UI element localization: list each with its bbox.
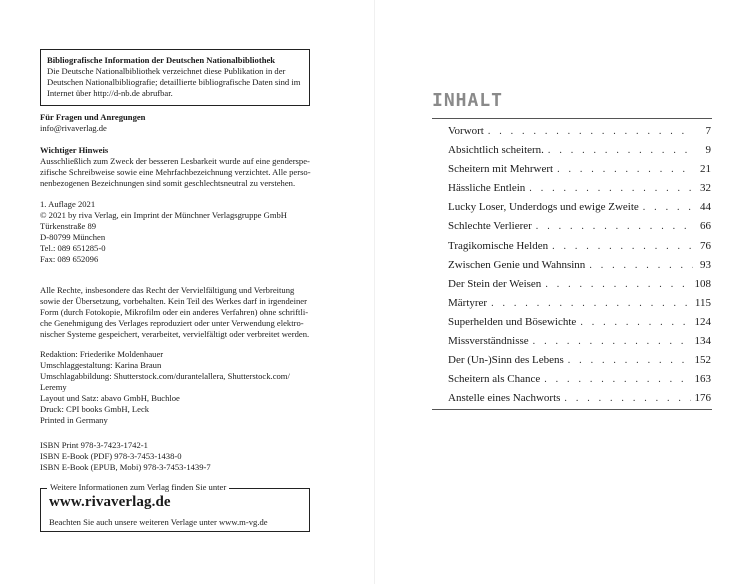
bibliographic-info-line: Internet über http://d-nb.de abrufbar. <box>47 88 173 98</box>
contents-entry-title: Scheitern mit Mehrwert <box>448 163 554 176</box>
contents-entry[interactable] <box>448 122 711 141</box>
credits-line: Redaktion: Friederike Moldenhauer <box>40 349 164 359</box>
questions-heading: Für Fragen und Anregungen <box>40 112 146 122</box>
contents-entry-page-number: 76 <box>700 239 711 252</box>
contents-heading: INHALT <box>432 90 504 111</box>
contents-entry[interactable] <box>448 275 711 294</box>
publisher-line: Türkenstraße 89 <box>40 221 97 231</box>
contents-bottom-rule <box>432 409 712 410</box>
isbn-line: ISBN Print 978-3-7423-1742-1 <box>40 440 148 450</box>
contents-entry-page-number: 21 <box>700 163 711 176</box>
publisher-line: Tel.: 089 651285-0 <box>40 243 106 253</box>
contents-entry-page-number: 66 <box>700 220 711 233</box>
contents-entry-page-number: 32 <box>700 182 711 195</box>
contents-entry-leader-dots <box>529 179 693 198</box>
contents-entry-leader-dots <box>557 160 693 179</box>
contents-entry-title: Missverständnisse <box>448 335 529 348</box>
contents-entry-page-number: 134 <box>694 335 711 348</box>
credits-line: Umschlaggestaltung: Karina Braun <box>40 360 162 370</box>
questions-section <box>40 112 340 134</box>
contents-entry[interactable] <box>448 351 711 370</box>
contents-entry[interactable] <box>448 313 711 332</box>
contents-entry-leader-dots <box>564 389 690 408</box>
contents-entry-title: Lucky Loser, Underdogs und ewige Zweite <box>448 201 639 214</box>
contents-entry-page-number: 152 <box>694 354 711 367</box>
publisher-line: D-80799 München <box>40 232 106 242</box>
credits-line: Umschlagabbildung: Shutterstock.com/durantelallera, Shutterstock.com/ <box>40 371 290 381</box>
contents-entry-page-number: 7 <box>705 125 711 137</box>
notice-line: Ausschließlich zum Zweck der besseren Lesbarkeit wurde auf eine genderspe- <box>40 156 310 166</box>
contents-entry-page-number: 115 <box>694 296 711 309</box>
credits-section <box>40 349 340 426</box>
credits-line: Leremy <box>40 382 67 392</box>
contents-entry-leader-dots <box>568 351 691 370</box>
contents-entry-title: Absichtlich scheitern. <box>448 144 544 157</box>
contents-entry[interactable] <box>448 332 711 351</box>
contents-entry-title: Hässliche Entlein <box>448 182 526 195</box>
contents-entry-title: Der Stein der Weisen <box>448 277 542 290</box>
contents-page <box>375 0 750 584</box>
contents-entry-leader-dots <box>545 275 690 294</box>
bibliographic-info-line: Die Deutsche Nationalbibliothek verzeichnet diese Publikation in der <box>47 66 286 76</box>
contents-entry-page-number: 93 <box>700 258 711 271</box>
publisher-line: Fax: 089 652096 <box>40 254 99 264</box>
contents-entry-title: Zwischen Genie und Wahnsinn <box>448 258 586 271</box>
contents-entry-title: Tragikomische Helden <box>448 239 549 252</box>
contents-entry[interactable] <box>448 389 711 408</box>
contents-entry-title: Superhelden und Bösewichte <box>448 315 577 328</box>
contents-entry-page-number: 9 <box>705 144 711 157</box>
contents-list <box>448 122 711 408</box>
contents-entry-leader-dots <box>488 122 693 141</box>
notice-section <box>40 145 340 189</box>
contents-entry-title: Vorwort <box>448 125 484 137</box>
contents-entry-leader-dots <box>552 237 693 256</box>
credits-line: Layout und Satz: abavo GmbH, Buchloe <box>40 393 180 403</box>
contents-entry-page-number: 44 <box>700 201 711 214</box>
isbn-line: ISBN E-Book (EPUB, Mobi) 978-3-7453-1439-7 <box>40 462 211 472</box>
rights-line: Form (durch Fotokopie, Mikrofilm oder ein anderes Verfahren) ohne schriftli- <box>40 307 309 317</box>
contents-entry-leader-dots <box>589 256 693 275</box>
publisher-section <box>40 199 340 265</box>
contents-top-rule <box>432 118 712 119</box>
contents-entry[interactable] <box>448 198 711 217</box>
contents-entry-leader-dots <box>491 294 691 313</box>
isbn-line: ISBN E-Book (PDF) 978-3-7453-1438-0 <box>40 451 182 461</box>
contents-entry-title: Schlechte Verlierer <box>448 220 532 233</box>
contents-entry[interactable] <box>448 179 711 198</box>
contents-entry[interactable] <box>448 256 711 275</box>
contents-entry[interactable] <box>448 370 711 389</box>
contents-entry[interactable] <box>448 237 711 256</box>
credits-line: Druck: CPI books GmbH, Leck <box>40 404 150 414</box>
contents-entry-leader-dots <box>536 217 693 236</box>
rights-line: che Genehmigung des Verlages reproduziert oder unter Verwendung elektro- <box>40 318 304 328</box>
publisher-website-link[interactable]: www.rivaverlag.de <box>49 494 171 510</box>
rights-line: nischer Systeme gespeichert, verarbeitet, vervielfältigt oder verbreitet werden. <box>40 329 310 339</box>
contents-entry[interactable] <box>448 160 711 179</box>
questions-email: info@rivaverlag.de <box>40 123 107 133</box>
contents-entry-page-number: 108 <box>694 277 711 290</box>
contents-entry-leader-dots <box>533 332 691 351</box>
contents-entry[interactable] <box>448 294 711 313</box>
website-intro-label: Weitere Informationen zum Verlag finden Sie unter <box>47 482 229 493</box>
contents-entry-leader-dots <box>544 370 690 389</box>
contents-entry-title: Scheitern als Chance <box>448 373 541 386</box>
publisher-website-box <box>40 482 310 532</box>
isbn-section <box>40 440 340 473</box>
rights-section <box>40 285 340 340</box>
bibliographic-info-box <box>40 49 310 106</box>
publisher-line: © 2021 by riva Verlag, ein Imprint der Münchner Verlagsgruppe GmbH <box>40 210 288 220</box>
contents-entry-title: Anstelle eines Nachworts <box>448 392 561 405</box>
contents-entry-title: Der (Un-)Sinn des Lebens <box>448 354 564 367</box>
notice-line: nenbezogenen Bezeichnungen sind somit geschlechtsneutral zu verstehen. <box>40 178 296 188</box>
contents-entry[interactable] <box>448 217 711 236</box>
notice-heading: Wichtiger Hinweis <box>40 145 109 155</box>
credits-line: Printed in Germany <box>40 415 108 425</box>
contents-entry-leader-dots <box>643 198 693 217</box>
contents-entry[interactable] <box>448 141 711 160</box>
contents-entry-page-number: 124 <box>694 315 711 328</box>
bibliographic-info-line: Deutschen Nationalbibliografie; detaillierte bibliografische Daten sind im <box>47 77 301 87</box>
contents-entry-page-number: 176 <box>694 392 711 405</box>
other-publishers-note: Beachten Sie auch unsere weiteren Verlage unter www.m-vg.de <box>49 517 268 527</box>
contents-entry-leader-dots <box>548 141 693 160</box>
rights-line: sowie der Übersetzung, vorbehalten. Kein Teil des Werkes darf in irgendeiner <box>40 296 307 306</box>
contents-entry-leader-dots <box>580 313 690 332</box>
publisher-line: 1. Auflage 2021 <box>40 199 96 209</box>
contents-entry-title: Märtyrer <box>448 296 488 309</box>
bibliographic-info-title: Bibliografische Information der Deutschen Nationalbibliothek <box>47 55 276 65</box>
contents-entry-page-number: 163 <box>694 373 711 386</box>
notice-line: zifische Schreibweise sowie eine Mehrfachbezeichnung verzichtet. Alle perso- <box>40 167 311 177</box>
rights-line: Alle Rechte, insbesondere das Recht der Vervielfältigung und Verbreitung <box>40 285 295 295</box>
